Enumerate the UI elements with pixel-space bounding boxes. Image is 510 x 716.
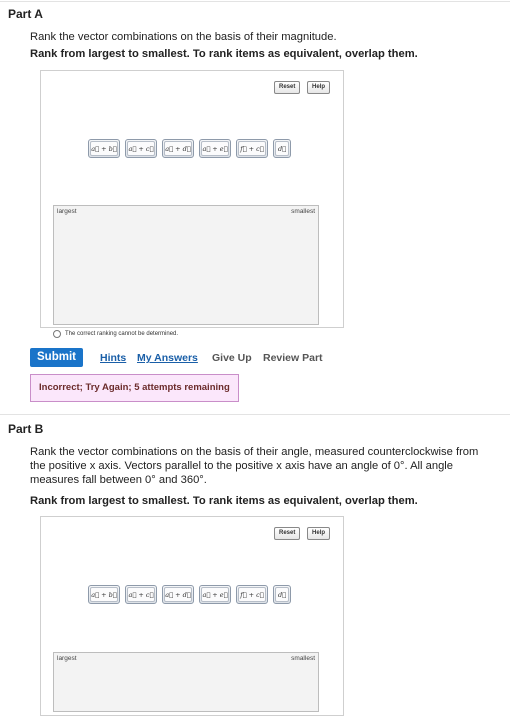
part-a-title: Part A	[8, 7, 43, 21]
part-a-chip-d[interactable]: d⃗	[273, 139, 291, 158]
top-divider	[0, 1, 510, 2]
part-b-title: Part B	[8, 422, 44, 436]
part-b-chip-d[interactable]: d⃗	[273, 585, 291, 604]
part-b-item-bank	[88, 585, 291, 604]
part-a-ranking-drop-zone[interactable]	[53, 205, 319, 325]
part-a-chip-f-plus-c[interactable]: f⃗ + c⃗	[236, 139, 268, 158]
part-a-my-answers-link[interactable]: My Answers	[137, 352, 198, 364]
part-a-instruction: Rank from largest to smallest. To rank items as equivalent, overlap them.	[30, 48, 418, 60]
part-a-hints-link[interactable]: Hints	[100, 352, 127, 364]
part-a-chip-a-plus-c[interactable]: a⃗ + c⃗	[125, 139, 157, 158]
part-a-cannot-determine-label: The correct ranking cannot be determined.	[65, 331, 179, 337]
part-a-largest-label: largest	[57, 208, 77, 215]
part-a-ranking-widget	[40, 70, 344, 328]
part-a-item-bank	[88, 139, 291, 158]
part-b-prompt: Rank the vector combinations on the basis of their angle, measured counterclockwise from the positive x axis. Vectors parallel to the positive x axis have an angle of 0°. All angle measures fall between 0° and 360°.	[30, 446, 479, 486]
part-a-feedback-message: Incorrect; Try Again; 5 attempts remaining	[30, 374, 239, 402]
part-b-help-button[interactable]: Help	[307, 527, 330, 540]
part-a-cannot-determine-checkbox[interactable]	[53, 330, 61, 338]
part-a-submit-button[interactable]: Submit	[30, 348, 83, 367]
part-b-chip-a-plus-e[interactable]: a⃗ + e⃗	[199, 585, 231, 604]
part-a-prompt: Rank the vector combinations on the basis of their magnitude.	[30, 31, 337, 43]
part-b-chip-a-plus-b[interactable]: a⃗ + b⃗	[88, 585, 120, 604]
part-b-chip-a-plus-d[interactable]: a⃗ + d⃗	[162, 585, 194, 604]
part-a-review-part-link[interactable]: Review Part	[263, 352, 323, 364]
part-a-help-button[interactable]: Help	[307, 81, 330, 94]
part-b-instruction: Rank from largest to smallest. To rank items as equivalent, overlap them.	[30, 495, 418, 507]
part-a-smallest-label: smallest	[291, 208, 315, 215]
part-a-reset-button[interactable]: Reset	[274, 81, 300, 94]
part-a-chip-a-plus-d[interactable]: a⃗ + d⃗	[162, 139, 194, 158]
part-a-chip-a-plus-b[interactable]: a⃗ + b⃗	[88, 139, 120, 158]
part-b-ranking-drop-zone[interactable]	[53, 652, 319, 712]
part-b-chip-f-plus-c[interactable]: f⃗ + c⃗	[236, 585, 268, 604]
part-a-cannot-determine-option[interactable]	[53, 330, 178, 338]
part-divider	[0, 414, 510, 415]
part-b-largest-label: largest	[57, 655, 77, 662]
part-b-ranking-widget	[40, 516, 344, 716]
part-b-chip-a-plus-c[interactable]: a⃗ + c⃗	[125, 585, 157, 604]
part-b-reset-button[interactable]: Reset	[274, 527, 300, 540]
part-b-smallest-label: smallest	[291, 655, 315, 662]
part-a-chip-a-plus-e[interactable]: a⃗ + e⃗	[199, 139, 231, 158]
part-a-give-up-link[interactable]: Give Up	[212, 352, 252, 364]
